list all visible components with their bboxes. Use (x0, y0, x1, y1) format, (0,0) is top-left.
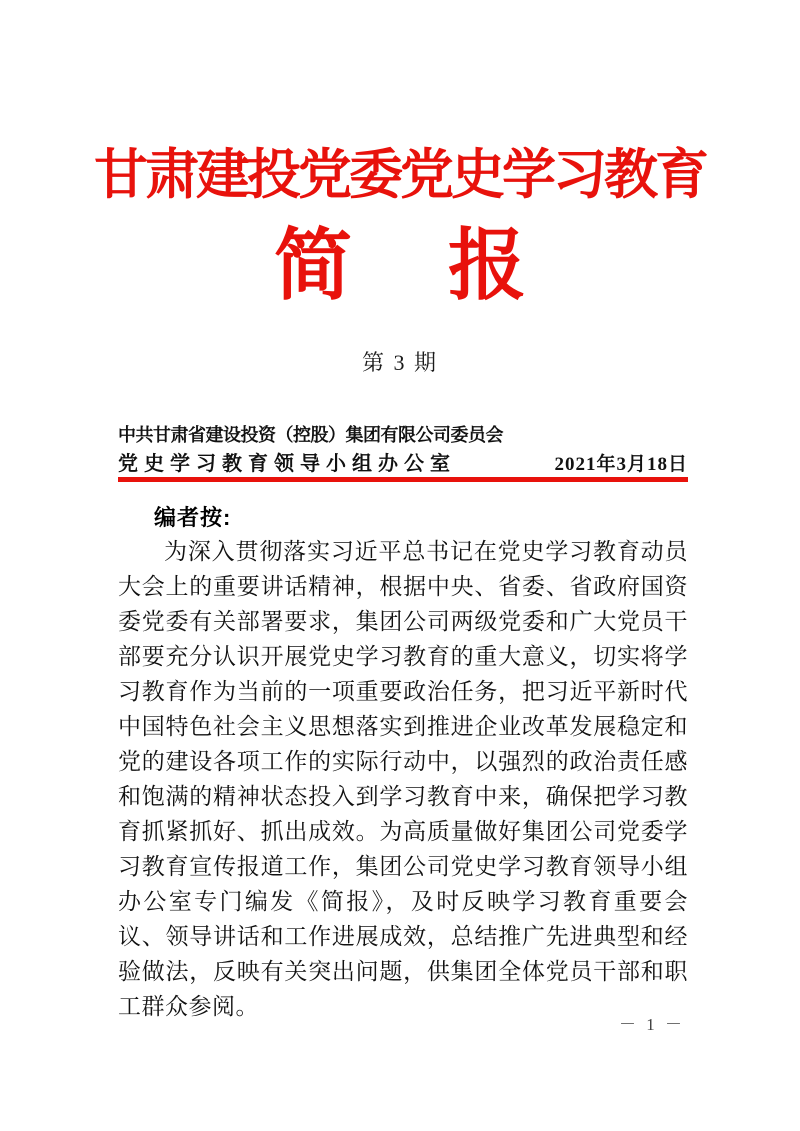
issue-date: 2021年3月18日 (554, 454, 688, 475)
subtitle-char-bao: 报 (448, 222, 527, 309)
issuer-org-line1: 中共甘肃省建设投资（控股）集团有限公司委员会 (118, 425, 503, 445)
issue-number: 第 3 期 (361, 350, 438, 375)
red-divider-rule (118, 477, 688, 482)
editor-note-label: 编者按: (154, 505, 232, 530)
subtitle-char-jian: 简 (273, 222, 352, 309)
masthead-subtitle (0, 220, 800, 312)
issuer-org-line2: 党史学习教育领导小组办公室 (118, 453, 456, 475)
issuer-row (118, 447, 688, 476)
page-number: － 1 － (619, 1015, 685, 1034)
masthead-title: 甘肃建投党委党史学习教育 (94, 145, 706, 205)
editor-note-paragraph: 为深入贯彻落实习近平总书记在党史学习教育动员大会上的重要讲话精神，根据中央、省委、省政府国资委党委有关部署要求，集团公司两级党委和广大党员干部要充分认识开展党史学习教育的重大意义，切实将学习教育作为当前的一项重要政治任务，把习近平新时代中国特色社会主义思想落实到推进企业改革发展稳定和党的建设各项工作的实际行动中，以强烈的政治责任感和饱满的精神状态投入到学习教育中来，确保把学习教育抓紧抓好、抓出成效。为高质量做好集团公司党委学习教育宣传报道工作，集团公司党史学习教育领导小组办公室专门编发《简报》，及时反映学习教育重要会议、领导讲话和工作进展成效，总结推广先进典型和经验做法，反映有关突出问题，供集团全体党员干部和职工群众参阅。 (118, 539, 688, 1019)
